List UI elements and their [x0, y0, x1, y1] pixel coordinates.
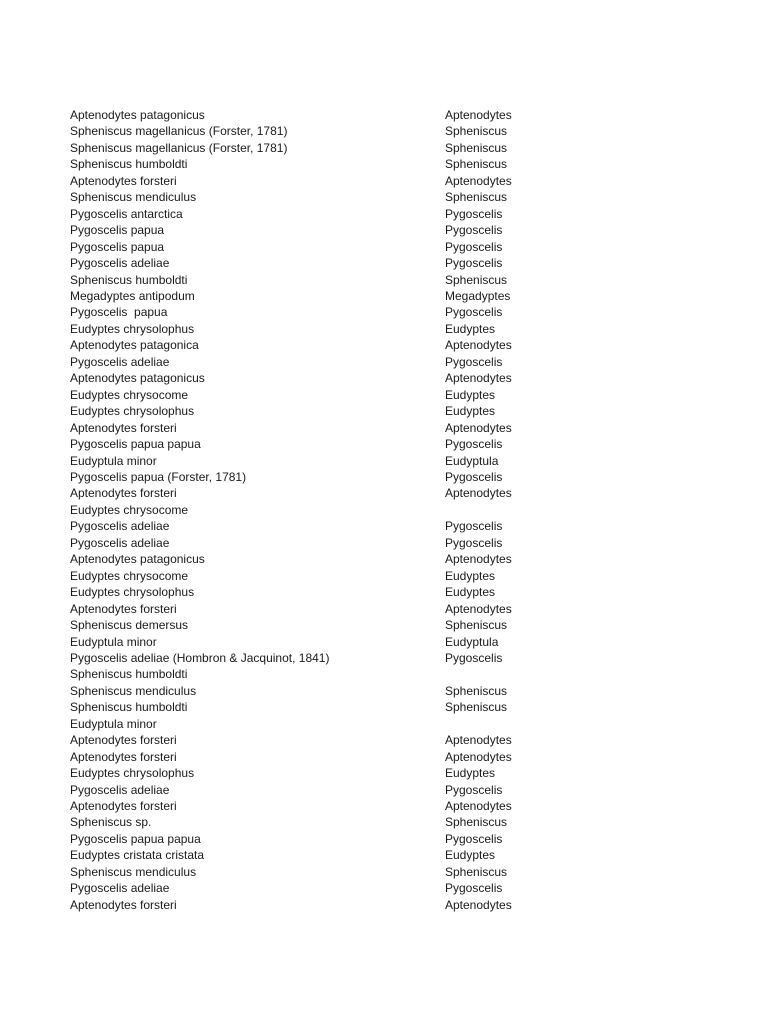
table-row	[70, 370, 630, 386]
genus-cell: Aptenodytes	[445, 420, 512, 435]
table-row	[70, 222, 630, 238]
genus-cell: Spheniscus	[445, 700, 508, 715]
table-row	[70, 699, 630, 715]
table-row	[70, 387, 630, 403]
genus-cell: Pygoscelis	[445, 831, 503, 846]
genus-cell: Eudyptula	[445, 634, 499, 649]
species-name-cell: Spheniscus magellanicus (Forster, 1781)	[70, 140, 288, 155]
genus-cell: Pygoscelis	[445, 354, 503, 369]
genus-cell: Aptenodytes	[445, 108, 512, 122]
species-name-cell: Pygoscelis adeliae	[70, 256, 170, 271]
species-name-cell: Spheniscus mendiculus	[70, 864, 197, 879]
table-row	[70, 239, 630, 255]
genus-cell	[445, 716, 630, 732]
table-row	[70, 354, 630, 370]
table-row	[70, 107, 630, 123]
species-name-cell: Aptenodytes patagonicus	[70, 552, 205, 567]
species-name-cell: Pygoscelis papua	[70, 239, 165, 254]
species-name-cell: Spheniscus mendiculus	[70, 683, 197, 698]
table-row	[70, 502, 630, 518]
species-name-cell: Aptenodytes patagonica	[70, 338, 199, 353]
species-name-cell: Eudyptes chrysolophus	[70, 766, 195, 781]
species-name-cell: Pygoscelis adeliae (Hombron & Jacquinot, 1841)	[70, 650, 330, 665]
table-row	[70, 272, 630, 288]
table-row	[70, 140, 630, 156]
genus-cell: Spheniscus	[445, 864, 508, 879]
species-name-cell: Eudyptes cristata cristata	[70, 848, 205, 863]
table-row	[70, 568, 630, 584]
table-row	[70, 634, 630, 650]
species-name-cell: Pygoscelis adeliae	[70, 782, 170, 797]
genus-cell: Eudyptes	[445, 321, 496, 336]
species-name-cell: Aptenodytes patagonicus	[70, 371, 205, 386]
species-name-cell: Aptenodytes patagonicus	[70, 108, 205, 122]
genus-cell	[445, 666, 630, 682]
species-name-cell: Pygoscelis papua	[70, 305, 168, 320]
species-name-cell: Spheniscus humboldti	[70, 272, 188, 287]
species-name-cell: Pygoscelis papua papua	[70, 831, 201, 846]
table-row	[70, 337, 630, 353]
genus-cell: Spheniscus	[445, 683, 508, 698]
genus-cell: Pygoscelis	[445, 469, 503, 484]
species-name-cell: Eudyptes chrysocome	[70, 387, 189, 402]
species-name-cell: Aptenodytes forsteri	[70, 486, 177, 501]
species-name-cell: Pygoscelis antarctica	[70, 206, 183, 221]
genus-cell: Eudyptes	[445, 404, 496, 419]
table-row	[70, 304, 630, 320]
genus-cell: Spheniscus	[445, 618, 508, 633]
table-row	[70, 206, 630, 222]
genus-cell: Pygoscelis	[445, 519, 503, 534]
table-row	[70, 453, 630, 469]
genus-cell: Eudyptes	[445, 568, 496, 583]
species-name-cell: Pygoscelis adeliae	[70, 519, 170, 534]
table-row	[70, 666, 630, 682]
table-row	[70, 321, 630, 337]
genus-cell: Pygoscelis	[445, 881, 503, 896]
species-name-cell: Eudyptes chrysolophus	[70, 585, 195, 600]
table-row	[70, 897, 630, 913]
genus-cell: Eudyptes	[445, 766, 496, 781]
genus-cell: Aptenodytes	[445, 799, 512, 814]
genus-cell: Pygoscelis	[445, 782, 503, 797]
genus-cell: Megadyptes	[445, 288, 511, 303]
table-row	[70, 683, 630, 699]
genus-cell: Aptenodytes	[445, 897, 512, 912]
genus-cell: Aptenodytes	[445, 749, 512, 764]
table-row	[70, 716, 630, 732]
species-name-cell: Pygoscelis papua papua	[70, 437, 201, 452]
genus-cell: Aptenodytes	[445, 601, 512, 616]
table-row	[70, 814, 630, 830]
genus-cell: Aptenodytes	[445, 552, 512, 567]
genus-cell: Eudyptes	[445, 848, 496, 863]
genus-cell: Eudyptes	[445, 585, 496, 600]
species-name-cell: Spheniscus mendiculus	[70, 190, 197, 205]
table-row	[70, 485, 630, 501]
genus-cell: Spheniscus	[445, 140, 508, 155]
species-name-cell: Spheniscus magellanicus (Forster, 1781)	[70, 124, 288, 139]
table-row	[70, 732, 630, 748]
genus-cell: Aptenodytes	[445, 733, 512, 748]
table-row	[70, 601, 630, 617]
species-name-cell: Eudyptes chrysocome	[70, 502, 189, 517]
species-name-cell: Spheniscus humboldti	[70, 700, 188, 715]
species-name-cell: Spheniscus humboldti	[70, 667, 188, 682]
genus-cell: Pygoscelis	[445, 535, 503, 550]
species-name-cell: Aptenodytes forsteri	[70, 897, 177, 912]
species-genus-table	[70, 107, 630, 913]
genus-cell: Pygoscelis	[445, 305, 503, 320]
genus-cell: Spheniscus	[445, 124, 508, 139]
genus-cell: Pygoscelis	[445, 239, 503, 254]
species-name-cell: Eudyptes chrysolophus	[70, 321, 195, 336]
table-row	[70, 288, 630, 304]
species-name-cell: Aptenodytes forsteri	[70, 733, 177, 748]
table-row	[70, 765, 630, 781]
genus-cell: Pygoscelis	[445, 206, 503, 221]
genus-cell: Spheniscus	[445, 272, 508, 287]
table-row	[70, 650, 630, 666]
table-row	[70, 255, 630, 271]
species-name-cell: Eudyptula minor	[70, 453, 157, 468]
table-row	[70, 584, 630, 600]
genus-cell: Aptenodytes	[445, 338, 512, 353]
table-row	[70, 864, 630, 880]
table-row	[70, 847, 630, 863]
table-row	[70, 880, 630, 896]
table-row	[70, 782, 630, 798]
table-row	[70, 156, 630, 172]
species-name-cell: Aptenodytes forsteri	[70, 173, 177, 188]
table-row	[70, 551, 630, 567]
species-name-cell: Eudyptula minor	[70, 716, 157, 731]
table-row	[70, 518, 630, 534]
species-name-cell: Aptenodytes forsteri	[70, 420, 177, 435]
species-name-cell: Pygoscelis papua	[70, 223, 165, 238]
genus-cell: Pygoscelis	[445, 223, 503, 238]
genus-cell: Pygoscelis	[445, 437, 503, 452]
table-row	[70, 436, 630, 452]
genus-cell: Spheniscus	[445, 190, 508, 205]
table-row	[70, 420, 630, 436]
genus-cell: Eudyptes	[445, 387, 496, 402]
species-name-cell: Spheniscus humboldti	[70, 157, 188, 172]
genus-cell: Aptenodytes	[445, 173, 512, 188]
species-name-cell: Pygoscelis adeliae	[70, 881, 170, 896]
genus-cell: Spheniscus	[445, 157, 508, 172]
species-name-cell: Pygoscelis adeliae	[70, 354, 170, 369]
genus-cell: Eudyptula	[445, 453, 499, 468]
genus-cell: Aptenodytes	[445, 371, 512, 386]
table-row	[70, 535, 630, 551]
table-row	[70, 173, 630, 189]
species-name-cell: Megadyptes antipodum	[70, 288, 195, 303]
species-name-cell: Spheniscus demersus	[70, 618, 189, 633]
species-name-cell: Spheniscus sp.	[70, 815, 152, 830]
species-name-cell: Aptenodytes forsteri	[70, 799, 177, 814]
species-name-cell: Eudyptula minor	[70, 634, 157, 649]
table-row	[70, 798, 630, 814]
species-name-cell: Aptenodytes forsteri	[70, 601, 177, 616]
genus-cell	[445, 502, 630, 518]
genus-cell: Aptenodytes	[445, 486, 512, 501]
species-name-cell: Aptenodytes forsteri	[70, 749, 177, 764]
species-name-cell: Pygoscelis papua (Forster, 1781)	[70, 469, 247, 484]
table-row	[70, 469, 630, 485]
table-row	[70, 749, 630, 765]
genus-cell: Spheniscus	[445, 815, 508, 830]
genus-cell: Pygoscelis	[445, 256, 503, 271]
table-row	[70, 189, 630, 205]
genus-cell: Pygoscelis	[445, 650, 503, 665]
species-name-cell: Eudyptes chrysocome	[70, 568, 189, 583]
table-row	[70, 617, 630, 633]
table-row	[70, 403, 630, 419]
table-row	[70, 831, 630, 847]
table-row	[70, 123, 630, 139]
species-name-cell: Pygoscelis adeliae	[70, 535, 170, 550]
species-name-cell: Eudyptes chrysolophus	[70, 404, 195, 419]
